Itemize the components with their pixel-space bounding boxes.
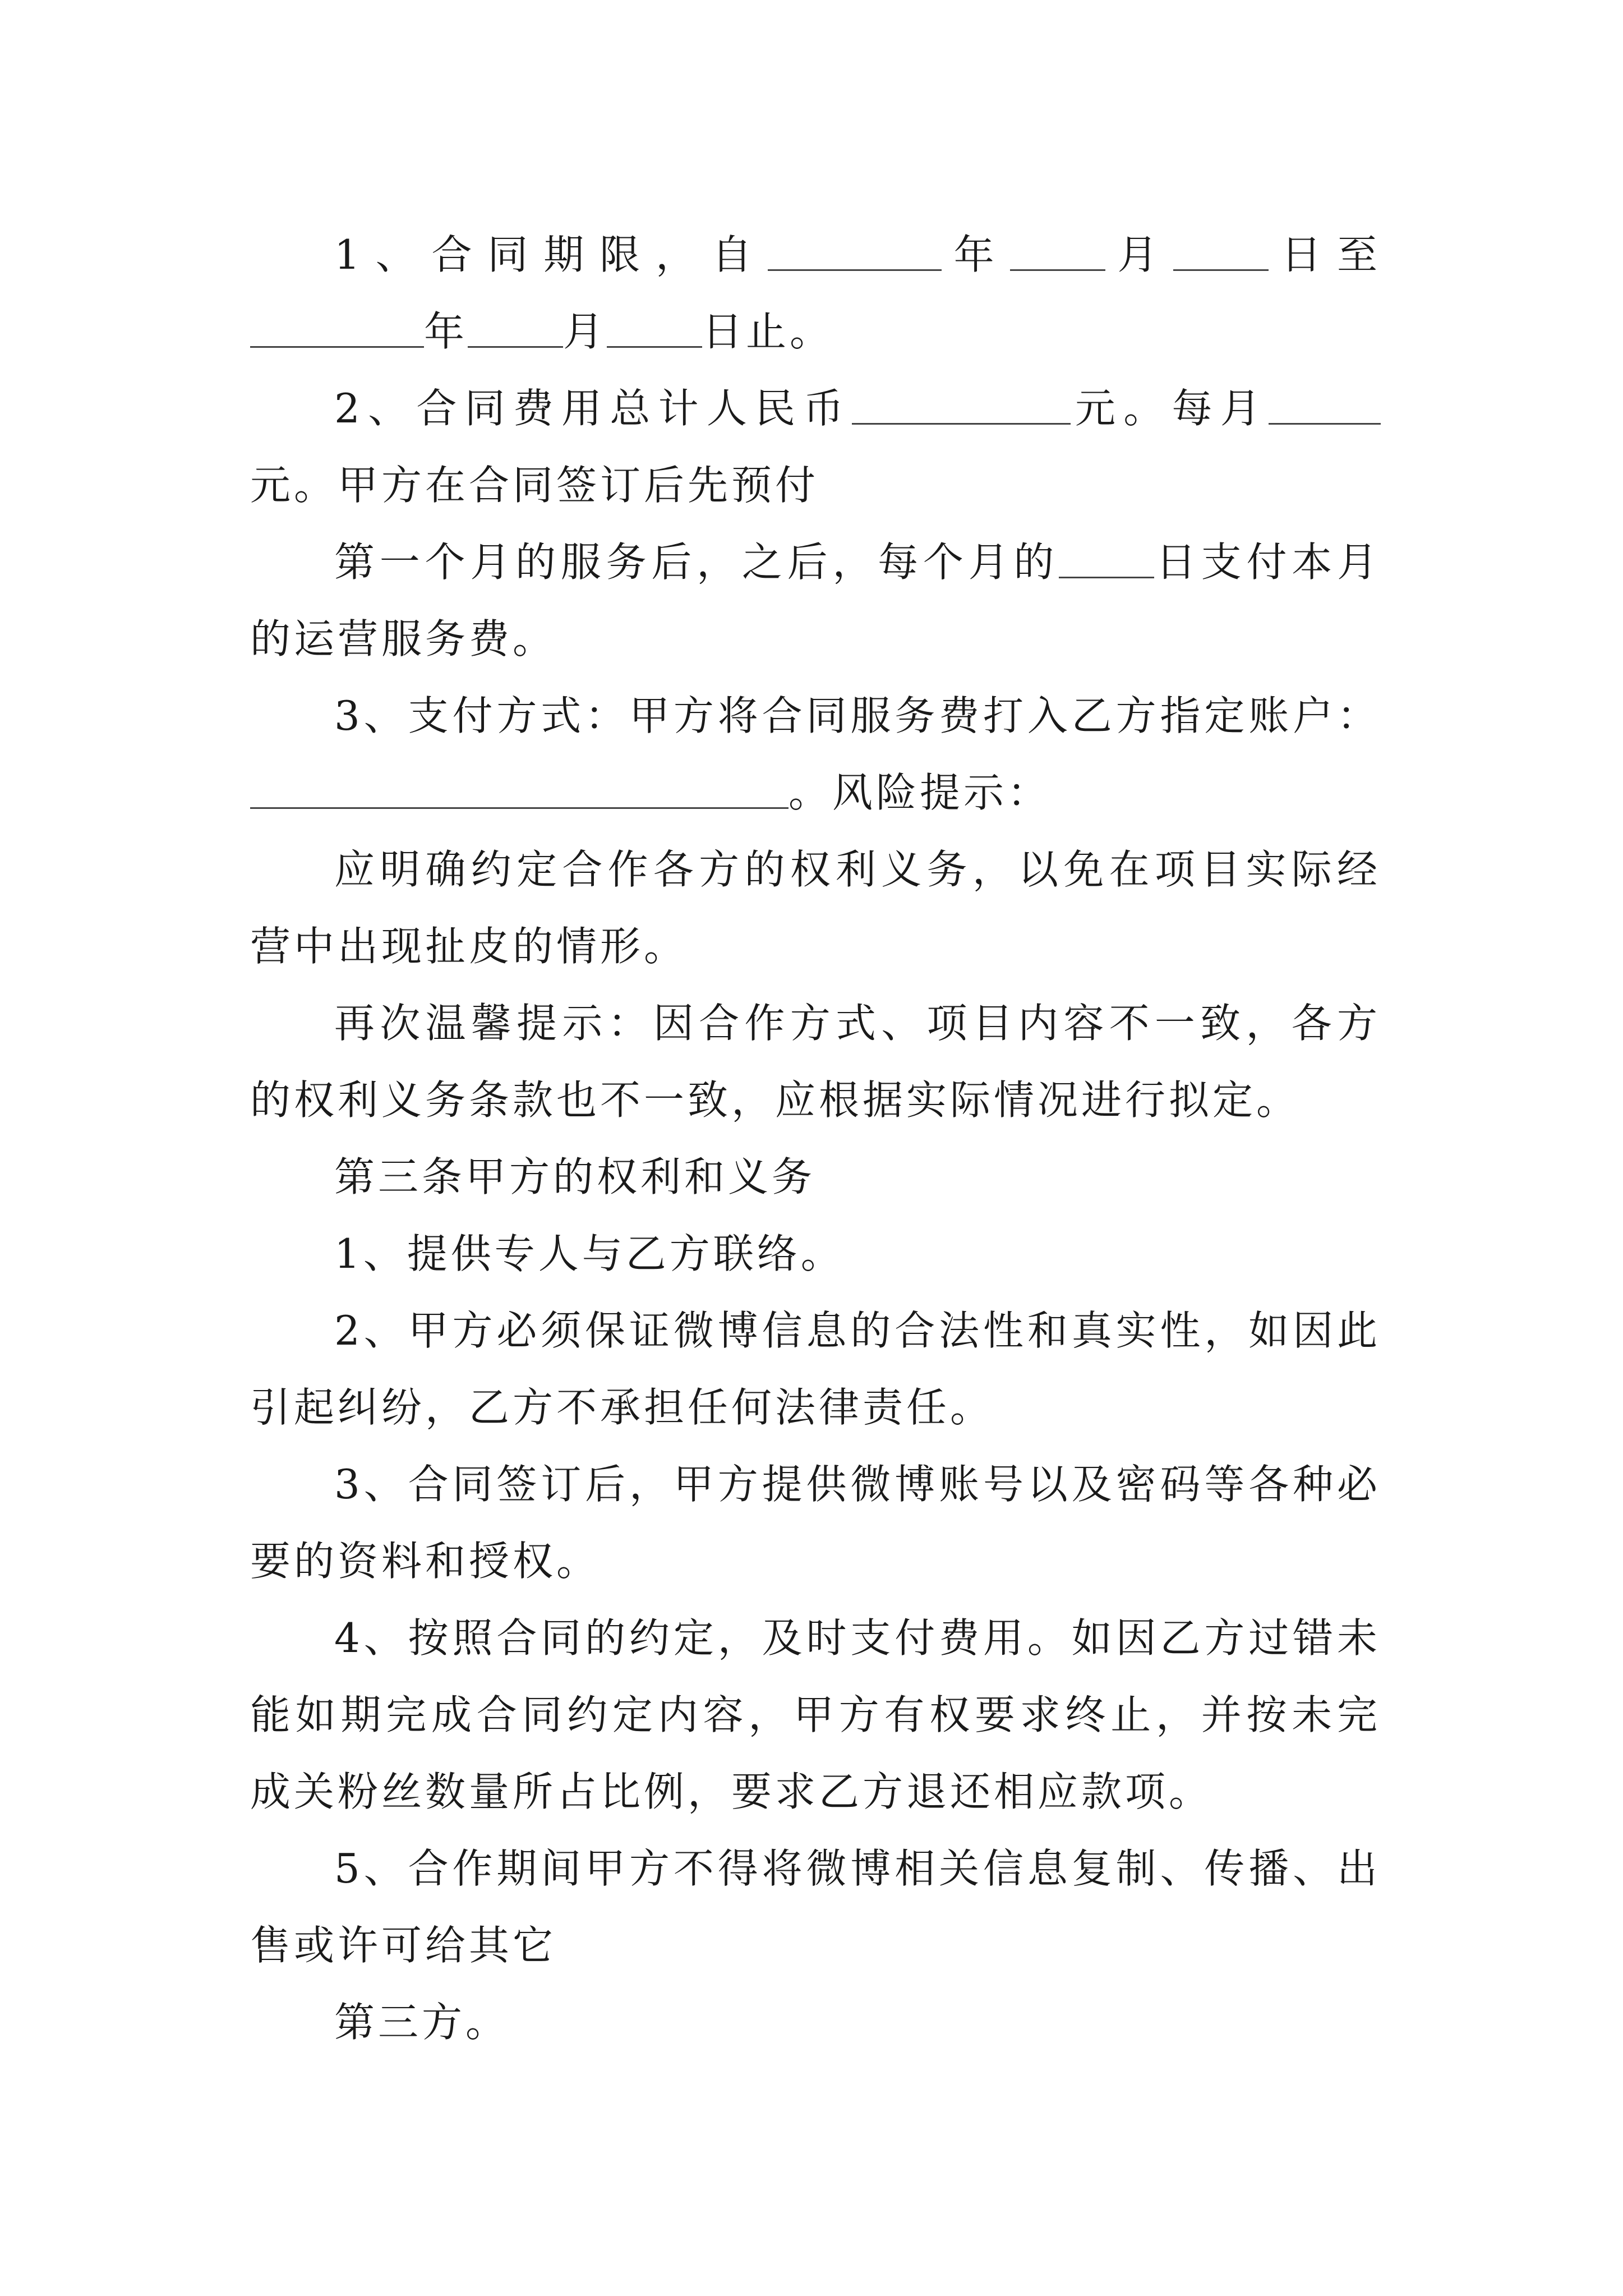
start-day-label: 日至 (1269, 231, 1381, 278)
clause-2-rest: 甲方在合同签订后先预付 (338, 462, 819, 509)
schedule-prefix: 第一个月的服务后，之后，每个月的 (334, 539, 1059, 586)
final-line: 第三方。 (334, 1999, 510, 2046)
monthly-fee-label: 元。 (250, 462, 338, 509)
blank-monthly-fee (1269, 389, 1381, 425)
schedule-rest: 日支付本月的运营服务费。 (250, 539, 1381, 662)
document-body (250, 217, 1381, 2061)
end-day-label: 日止。 (702, 308, 834, 355)
article-3-item-5: 5、合作期间甲方不得将微博相关信息复制、传播、出售或许可给其它 (250, 1845, 1381, 1969)
clause-3-payment-method (250, 678, 1381, 831)
blank-payment-day (1059, 543, 1154, 578)
clause-2-payment-schedule (250, 524, 1381, 678)
clause-1-prefix: 1、合同期限，自 (334, 231, 768, 278)
end-year-label: 年 (424, 308, 468, 355)
risk-tip-label: 。风险提示： (789, 769, 1052, 816)
blank-start-year (768, 236, 942, 271)
article-3-item-2: 2、甲方必须保证微博信息的合法性和真实性，如因此引起纠纷，乙方不承担任何法律责任。 (250, 1307, 1381, 1431)
blank-end-day (607, 312, 702, 348)
blank-account (250, 774, 789, 809)
clause-1-term (250, 217, 1381, 370)
total-fee-label: 元。每月 (1070, 385, 1269, 432)
clause-3-text: 3、支付方式：甲方将合同服务费打入乙方指定账户： (334, 692, 1381, 739)
start-month-label: 月 (1105, 231, 1174, 278)
article-3-item-4: 4、按照合同的约定，及时支付费用。如因乙方过错未能如期完成合同约定内容，甲方有权要求终止，并按未完成关粉丝数量所占比例，要求乙方退还相应款项。 (250, 1614, 1381, 1815)
blank-start-month (1010, 236, 1105, 271)
start-year-label: 年 (941, 231, 1010, 278)
blank-end-year (250, 312, 424, 348)
article-3-item-3: 3、合同签订后，甲方提供微博账号以及密码等各种必要的资料和授权。 (250, 1461, 1381, 1585)
blank-start-day (1173, 236, 1269, 271)
article-3-heading: 第三条甲方的权利和义务 (334, 1153, 816, 1200)
blank-end-month (468, 312, 563, 348)
clause-2-fee (250, 370, 1381, 524)
end-month-label: 月 (563, 308, 607, 355)
clause-2-prefix: 2、合同费用总计人民币 (334, 385, 852, 432)
blank-total-fee (852, 389, 1071, 425)
risk-note: 应明确约定合作各方的权利义务，以免在项目实际经营中出现扯皮的情形。 (250, 846, 1381, 970)
article-3-item-1: 1、提供专人与乙方联络。 (334, 1230, 845, 1277)
reminder-note: 再次温馨提示：因合作方式、项目内容不一致，各方的权利义务条款也不一致，应根据实际情况进行拟定。 (250, 1000, 1381, 1124)
